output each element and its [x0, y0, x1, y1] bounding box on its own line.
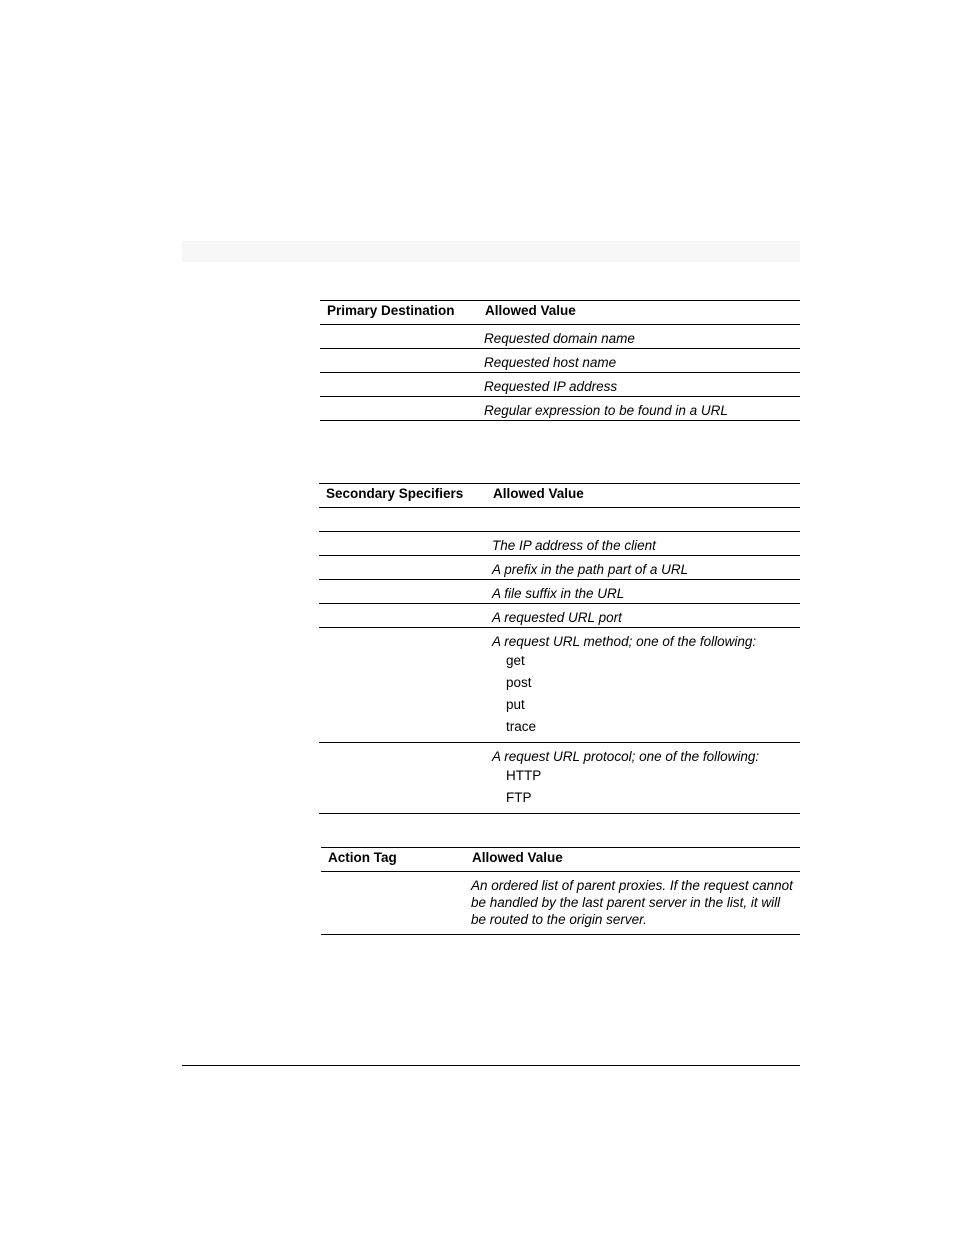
- protocol-option: HTTP: [506, 768, 542, 783]
- table-row: [319, 532, 800, 556]
- method-option: post: [506, 675, 532, 690]
- allowed-value: Requested host name: [478, 349, 800, 373]
- table-row: [320, 325, 800, 349]
- table-row: [321, 872, 800, 935]
- allowed-value: Requested IP address: [478, 373, 800, 397]
- column-header: Allowed Value: [465, 848, 800, 872]
- primary-destination-table: [320, 300, 800, 421]
- column-header: Action Tag: [321, 848, 465, 872]
- allowed-value: A request URL protocol; one of the following:: [492, 749, 760, 764]
- column-header: Allowed Value: [486, 484, 800, 508]
- allowed-value: Regular expression to be found in a URL: [478, 397, 800, 421]
- allowed-value: The IP address of the client: [486, 532, 800, 556]
- table-row: [319, 556, 800, 580]
- table-row: [319, 628, 800, 743]
- table-row: [320, 397, 800, 421]
- table-header-row: [321, 848, 800, 872]
- method-option: trace: [506, 719, 537, 734]
- allowed-value: A requested URL port: [486, 604, 800, 628]
- protocol-option: FTP: [506, 790, 532, 805]
- column-header: Allowed Value: [478, 301, 800, 325]
- allowed-value: [486, 508, 800, 532]
- column-header: Secondary Specifiers: [319, 484, 486, 508]
- secondary-specifiers-table: [319, 483, 800, 814]
- action-tag-table: [321, 847, 800, 935]
- table-row: [319, 604, 800, 628]
- table-row: [320, 373, 800, 397]
- allowed-value: A request URL method; one of the following:: [492, 634, 757, 649]
- table-header-row: [320, 301, 800, 325]
- method-option: put: [506, 697, 525, 712]
- method-option: get: [506, 653, 525, 668]
- allowed-value: Requested domain name: [478, 325, 800, 349]
- table-row: [319, 580, 800, 604]
- running-header-band: [182, 241, 800, 262]
- footer-rule: [182, 1065, 800, 1066]
- table-row: [319, 743, 800, 814]
- allowed-value: A file suffix in the URL: [486, 580, 800, 604]
- table-header-row: [319, 484, 800, 508]
- table-row: [320, 349, 800, 373]
- table-row: [319, 508, 800, 532]
- allowed-value: An ordered list of parent proxies. If the request cannot be handled by the last parent server in the list, it will be routed to the origin server.: [465, 872, 800, 935]
- allowed-value: A prefix in the path part of a URL: [486, 556, 800, 580]
- column-header: Primary Destination: [320, 301, 478, 325]
